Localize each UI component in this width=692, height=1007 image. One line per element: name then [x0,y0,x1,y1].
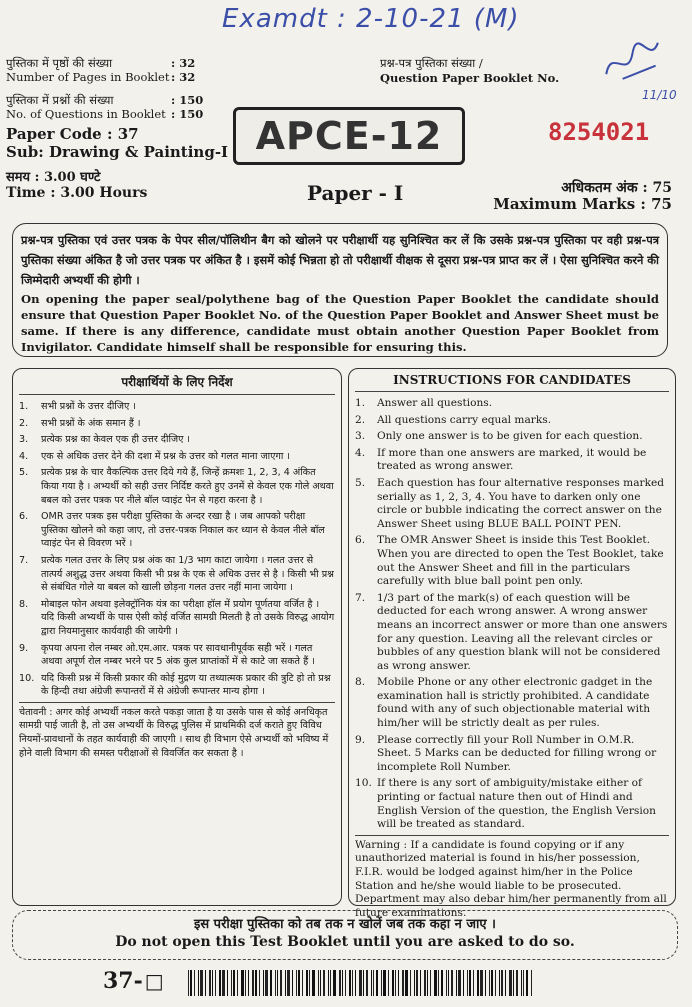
pages-en-value: : 32 [171,70,196,84]
pages-hi-label: पुस्तिका में पृष्ठों की संख्या [6,56,113,70]
item-number: 7. [19,554,29,566]
exam-code-box [233,107,465,165]
barcode-bar [363,970,364,996]
barcode-bar [339,970,341,996]
barcode-bar [233,970,235,996]
barcode-bar [323,970,325,996]
footer-banner [12,910,678,960]
barcode-bar [491,970,493,996]
page-code-box: □ [144,969,164,993]
barcode-bar [330,970,331,996]
footer-hindi: इस परीक्षा पुस्तिका को तब तक न खोलें जब तक कहा न जाए । [193,917,496,932]
barcode-bar [227,970,228,996]
barcode-bar [531,970,532,996]
barcode-bar [434,970,437,996]
item-number: 5. [19,467,29,479]
pages-hi-value: : 32 [171,56,196,70]
time-hi: समय : 3.00 घण्टे [6,170,101,185]
barcode-bar [270,970,272,996]
instructions-english-list [355,397,669,832]
item-number: 2. [19,417,29,429]
barcode-bar [309,970,310,996]
item-number: 9. [355,733,366,746]
barcode-bar [212,970,213,996]
barcode-bar [328,970,329,996]
item-text: यदि किसी प्रश्न में किसी प्रकार की कोई मुद्रण या तथ्यात्मक प्रकार की त्रुटि हो तो प्रश्न के हिन्दी तथा अंग्रेजी रूपान्तरों में से अंग्रेजी रूपान्तर मान्य होगा । [41,672,331,698]
signature-date: 11/10 [642,88,677,102]
list-item [19,433,335,447]
barcode-bar [485,970,486,996]
list-item [355,592,669,674]
list-item [19,417,335,431]
item-text: मोबाइल फोन अथवा इलेक्ट्रॉनिक यंत्र का परीक्षा हॉल में प्रयोग पूर्णतया वर्जित है । यदि किसी अभ्यर्थी के पास ऐसी कोई वर्जित सामग्री मिलती है तो उसके विरुद्ध आयोग द्वारा नियमानुसार कार्यवाही की जायेगी । [41,598,335,637]
barcode-bar [458,970,461,996]
item-number: 1. [355,397,366,409]
barcode-bar [469,970,471,996]
item-number: 4. [19,450,29,462]
barcode-bar [376,970,378,996]
item-text: OMR उत्तर पत्रक इस परीक्षा पुस्तिका के अन्दर रखा है । जब आपको परीक्षा पुस्तिका खोलने को कहा जाए, तो उत्तर-पत्रक निकाल कर ध्यान से केवल नीले बॉल प्वाइंट पेन से विवरण भरें । [41,511,325,550]
paper-title: Paper - I [307,181,404,205]
list-item [355,414,669,428]
barcode-bar [509,970,512,996]
item-number: 2. [355,413,366,426]
list-item [19,466,335,507]
list-item [355,534,669,588]
item-number: 7. [355,591,366,604]
barcode-bar [275,970,276,996]
seal-notice-english: On opening the paper seal/polythene bag of the Question Paper Booklet the candidate should ensure that Question Paper Booklet No. of the Question Paper Booklet and Answer Sheet must be same. If there is any difference, candidate must obtain another Question Paper Booklet from Invigilator. Candidate himself shall be responsible for ensuring this. [21,292,659,354]
item-number: 5. [355,476,366,489]
item-number: 1. [19,401,29,412]
barcode-bar [448,970,449,996]
header-left [6,56,236,201]
barcode-bar [373,970,374,996]
item-number: 3. [19,434,29,446]
barcode-bar [402,970,404,996]
barcode-bar [416,970,418,996]
barcode-bar [352,970,353,996]
barcode-bar [388,970,389,996]
item-number: 8. [355,676,366,689]
list-item [19,400,335,414]
barcode-bar [255,970,257,996]
barcode-bar [427,970,428,996]
item-text: Please correctly fill your Roll Number in O.M.R. Sheet. 5 Marks can be deducted for filling wrong or incomplete Roll Number. [377,733,657,773]
item-number: 8. [19,598,29,610]
barcode-bar [420,970,421,996]
barcode-bar [265,970,268,996]
barcode-bar [473,970,474,996]
barcode-bar [190,970,192,996]
list-item [19,450,335,464]
list-item [19,642,335,669]
barcode-bar [219,970,221,996]
list-item [355,447,669,474]
list-item [355,734,669,775]
barcode-bar [410,970,411,996]
barcode-bar [241,970,244,996]
booklet-no-hi: प्रश्न-पत्र पुस्तिका संख्या / [380,56,483,70]
barcode-bar [424,970,426,996]
barcode-bar [371,970,372,996]
barcode [188,970,598,996]
questions-hi-label: पुस्तिका में प्रश्नों की संख्या [6,93,114,107]
item-number: 10. [19,672,35,684]
list-item [19,598,335,639]
item-text: If more than one answers are marked, it would be treated as wrong answer. [377,446,647,473]
barcode-bar [306,970,308,996]
barcode-bar [501,970,503,996]
barcode-bar [521,970,522,996]
barcode-bar [446,970,447,996]
barcode-bar [441,970,443,996]
list-item [355,430,669,444]
footer-english: Do not open this Test Booklet until you are asked to do so. [115,934,575,950]
barcode-bar [451,970,453,996]
list-item [19,672,335,699]
max-marks-en: Maximum Marks : 75 [493,195,672,213]
barcode-bar [296,970,297,996]
barcode-bar [516,970,518,996]
item-text: The OMR Answer Sheet is inside this Test Booklet. When you are directed to open the Test Booklet, take out the Answer Sheet and fill in the particulars carefully with blue ball point pen only. [377,534,664,588]
list-item [355,777,669,831]
barcode-bar [495,970,496,996]
barcode-bar [318,970,319,996]
barcode-bar [298,970,300,996]
barcode-bar [237,970,238,996]
barcode-bar [513,970,514,996]
page-code-text: 37- [103,968,143,994]
barcode-bar [222,970,225,996]
barcode-bar [209,970,211,996]
barcode-bar [292,970,293,996]
barcode-bar [333,970,336,996]
booklet-no-en: Question Paper Booklet No. [380,71,560,85]
item-number: 10. [355,777,372,790]
item-number: 3. [355,430,366,443]
barcode-bar [355,970,356,996]
barcode-bar [188,970,189,996]
page-code [103,968,164,994]
barcode-bar [392,970,394,996]
warning-hindi: चेतावनी : अगर कोई अभ्यर्थी नकल करते पकड़ा जाता है या उसके पास से कोई अनधिकृत सामग्री पाई जाती है, तो उस अभ्यर्थी के विरुद्ध पुलिस में प्राथमिकी दर्ज कराते हुए विविध नियमों-प्रावधानों के तहत कार्यवाही की जाएगी । साथ ही विभाग ऐसे अभ्यर्थी को भविष्य में होने वाली विभाग की समस्त परीक्षाओं से विवर्जित कर सकता है । [19,702,335,760]
barcode-bar [345,970,346,996]
max-marks-hi: अधिकतम अंक : 75 [561,180,672,196]
barcode-bar [395,970,396,996]
barcode-bar [467,970,468,996]
item-text: All questions carry equal marks. [377,413,552,426]
booklet-number: 8254021 [548,118,650,146]
list-item [355,676,669,730]
barcode-bar [320,970,321,996]
barcode-bar [215,970,216,996]
barcode-bar [366,970,368,996]
exam-code: APCE-12 [255,114,443,158]
barcode-bar [405,970,408,996]
barcode-bar [245,970,246,996]
barcode-bar [414,970,415,996]
item-text: 1/3 part of the mark(s) of each question will be deducted for each wrong answer. A wrong answer means an incorrect answer or more than one answers for any question. Leaving all the relevant circles or bubbles of any question blank will not be considered as wrong answer. [377,591,668,672]
instructions-english-title: INSTRUCTIONS FOR CANDIDATES [355,373,669,392]
barcode-bar [381,970,382,996]
seal-notice-hindi: प्रश्न-पत्र पुस्तिका एवं उत्तर पत्रक के पेपर सील/पॉलिथीन बैग को खोलने पर परीक्षार्थी यह सुनिश्चित कर लें कि उसके प्रश्न-पत्र पुस्तिका पर वही प्रश्न-पत्र पुस्तिका संख्या अंकित है जो उत्तर पत्रक पर अंकित है । इसमें कोई भिन्नता हो तो परीक्षार्थी वीक्षक से दूसरा प्रश्न-पत्र प्राप्त कर लें । ऐसा सुनिश्चित करने की जिम्मेदारी अभ्यर्थी की होगी । [21,233,659,287]
barcode-bar [205,970,206,996]
item-number: 4. [355,446,366,459]
item-number: 6. [355,534,366,547]
barcode-bar [526,970,528,996]
paper-code: Paper Code : 37 [6,125,139,143]
instructions-hindi-panel [12,368,342,906]
barcode-bar [477,970,479,996]
barcode-bar [430,970,431,996]
instructions-hindi-list [19,400,335,699]
list-item [355,477,669,531]
barcode-bar [194,970,195,996]
barcode-bar [259,970,260,996]
list-item [19,510,335,551]
barcode-bar [248,970,249,996]
item-number: 6. [19,511,29,523]
item-number: 9. [19,642,29,654]
time-en: Time : 3.00 Hours [6,185,148,201]
item-text: प्रत्येक प्रश्न का केवल एक ही उत्तर दीजिए । [41,434,191,446]
instructions-english-panel [348,368,676,919]
barcode-bar [285,970,286,996]
item-text: Each question has four alternative responses marked serially as 1, 2, 3, 4. You have to darken only one circle or bubble indicating the correct answer on the Answer Sheet using BLUE BALL POINT PEN. [377,476,665,530]
item-text: सभी प्रश्नों के उत्तर दीजिए । [41,401,136,412]
item-text: Answer all questions. [377,397,493,409]
barcode-bar [523,970,524,996]
barcode-bar [231,970,232,996]
barcode-bar [438,970,439,996]
barcode-bar [302,970,303,996]
barcode-bar [280,970,282,996]
questions-hi-value: : 150 [171,93,204,107]
signature-scribble-icon [595,31,674,94]
item-text: Mobile Phone or any other electronic gadget in the examination hall is strictly prohibited. A candidate found with any of such objectionable material with him/her will be strictly dealt as per rules. [377,676,653,730]
subject: Sub: Drawing & Painting-I [6,143,229,161]
barcode-bar [342,970,343,996]
warning-english: Warning : If a candidate is found copying or if any unauthorized material is found in his/her possession, F.I.R. would be lodged against him/her in the Police Station and he/she would liable to be prosecuted. Department may also debar him/her permanently from all future examinations. [355,835,669,921]
barcode-bar [463,970,464,996]
barcode-bar [200,970,203,996]
handwritten-exam-note: Examdt : 2-10-21 (M) [222,4,520,34]
barcode-bar [505,970,506,996]
item-text: प्रत्येक प्रश्न के चार वैकल्पिक उत्तर दिये गये हैं, जिन्हें क्रमशः 1, 2, 3, 4 अंकित किया गया है । अभ्यर्थी को सही उत्तर निर्दिष्ट करते हुए उनमें से केवल एक गोले अथवा बबल को उत्तर पत्रक पर नीले बॉल प्वाइंट पेन से गहरा करना है । [41,467,334,506]
item-text: प्रत्येक गलत उत्तर के लिए प्रश्न अंक का 1/3 भाग काटा जायेगा । गलत उत्तर से तात्पर्य अशुद्ध उत्तर अथवा किसी भी प्रश्न के एक से अधिक उत्तर से है । किसी भी प्रश्न से संबंधित गोले या बबल को खाली छोड़ना गलत उत्तर नहीं माना जायेगा । [41,554,334,594]
item-text: सभी प्रश्नों के अंक समान हैं । [41,417,141,429]
item-text: कृपया अपना रोल नम्बर ओ.एम.आर. पत्रक पर सावधानीपूर्वक सही भरें । गलत अथवा अपूर्ण रोल नम्बर भरने पर 5 अंक कुल प्राप्तांकों में से काटे जा सकते हैं । [41,642,315,668]
item-text: Only one answer is to be given for each question. [377,430,643,443]
barcode-bar [252,970,254,996]
barcode-bar [383,970,386,996]
list-item [19,554,335,595]
instructions-hindi-title: परीक्षार्थियों के लिए निर्देश [19,373,335,395]
questions-en-label: No. of Questions in Booklet [6,107,166,121]
questions-en-value: : 150 [171,107,204,121]
barcode-bar [489,970,490,996]
barcode-bar [480,970,483,996]
barcode-bar [312,970,315,996]
seal-notice [12,223,668,357]
barcode-bar [456,970,457,996]
barcode-bar [263,970,264,996]
item-text: एक से अधिक उत्तर देने की दशा में प्रश्न के उत्तर को गलत माना जाएगा । [41,450,291,462]
pages-en-label: Number of Pages in Booklet [6,70,170,84]
barcode-bar [499,970,500,996]
barcode-bar [277,970,278,996]
barcode-bar [198,970,199,996]
item-text: If there is any sort of ambiguity/mistake either of printing or factual nature then out of Hindi and English Version of the question, the English Version will be treated as standard. [377,777,656,831]
barcode-bar [359,970,362,996]
barcode-bar [349,970,351,996]
barcode-bar [287,970,290,996]
list-item [355,397,669,411]
barcode-bar [398,970,399,996]
